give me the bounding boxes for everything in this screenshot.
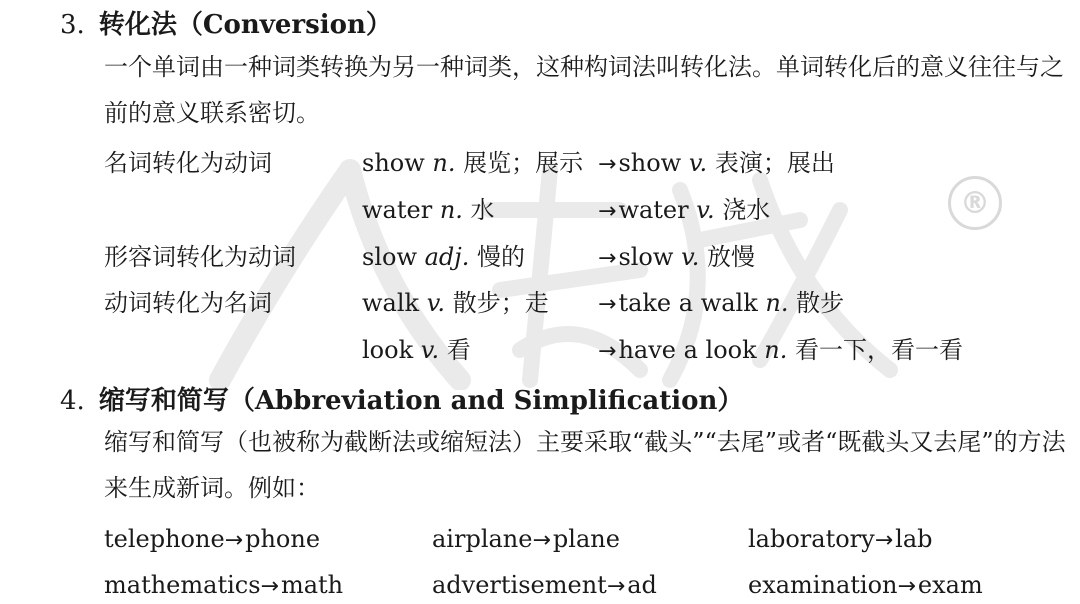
full-word: airplane (432, 525, 533, 553)
section-title: 缩写和简写（Abbreviation and Simplification） (98, 386, 744, 416)
source-meaning: 看 (446, 336, 471, 364)
target-pos: n. (765, 289, 789, 317)
abbreviation-example (748, 522, 933, 558)
target-word: slow (618, 243, 674, 271)
short-word: ad (627, 571, 657, 599)
conversion-category: 动词转化为名词 (104, 289, 272, 317)
abbreviation-example (432, 568, 657, 604)
source-word: water (362, 196, 433, 224)
source-meaning: 散步；走 (452, 289, 549, 317)
full-word: advertisement (432, 571, 607, 599)
section-4-heading (60, 380, 743, 417)
target-pos: v. (688, 149, 708, 177)
source-word-entry (362, 333, 471, 367)
target-word: show (618, 149, 682, 177)
target-word: have a look (618, 336, 757, 364)
right-arrow-icon: → (598, 246, 617, 271)
source-word: walk (362, 289, 420, 317)
abbreviation-example (104, 568, 343, 604)
full-word: telephone (104, 525, 225, 553)
target-meaning: 放慢 (707, 243, 756, 271)
source-word: slow (362, 243, 417, 271)
target-word-entry (598, 193, 770, 229)
registered-mark-icon: ® (948, 176, 1002, 230)
source-word-entry (362, 286, 549, 320)
target-meaning: 表演；展出 (714, 149, 835, 177)
source-word-entry (362, 240, 525, 274)
right-arrow-icon: → (598, 199, 617, 224)
section-number: 3. (60, 10, 85, 40)
target-pos: n. (764, 336, 788, 364)
source-word-entry (362, 146, 583, 180)
short-word: lab (895, 525, 933, 553)
target-pos: v. (696, 196, 715, 224)
section-title: 转化法（Conversion） (98, 10, 392, 40)
right-arrow-icon: → (606, 574, 626, 599)
right-arrow-icon: → (224, 528, 244, 553)
target-word-entry (598, 240, 755, 276)
source-meaning: 展览；展示 (463, 149, 584, 177)
section-4-paragraph: 缩写和简写（也被称为截断法或缩短法）主要采取“截头”“去尾”或者“既截头又去尾”的方法来生成新词。例如： (104, 428, 1066, 502)
right-arrow-icon: → (874, 528, 894, 553)
right-arrow-icon: → (598, 292, 617, 317)
short-word: phone (245, 525, 321, 553)
right-arrow-icon: → (532, 528, 551, 553)
target-word: water (618, 196, 689, 224)
full-word: mathematics (104, 571, 261, 599)
target-word-entry (598, 286, 844, 322)
conversion-category: 名词转化为动词 (104, 149, 272, 177)
target-word-entry (598, 333, 963, 369)
conversion-category: 形容词转化为动词 (104, 243, 296, 271)
short-word: math (280, 571, 344, 599)
target-meaning: 散步 (796, 289, 845, 317)
right-arrow-icon: → (598, 152, 617, 177)
abbreviation-example (104, 522, 320, 558)
source-pos: n. (432, 149, 456, 177)
source-meaning: 慢的 (477, 243, 526, 271)
source-pos: v. (420, 336, 440, 364)
target-meaning: 浇水 (722, 196, 771, 224)
right-arrow-icon: → (598, 339, 617, 364)
short-word: exam (917, 571, 983, 599)
full-word: laboratory (748, 525, 875, 553)
target-word-entry (598, 146, 835, 182)
target-meaning: 看一下，看一看 (795, 336, 964, 364)
section-3-paragraph: 一个单词由一种词类转换为另一种词类，这种构词法叫转化法。单词转化后的意义往往与之前的意义联系密切。 (104, 53, 1064, 127)
short-word: plane (552, 525, 620, 553)
section-3-heading (60, 4, 392, 41)
right-arrow-icon: → (897, 574, 916, 599)
source-pos: adj. (424, 243, 470, 271)
target-word: take a walk (618, 289, 758, 317)
right-arrow-icon: → (260, 574, 279, 599)
source-pos: n. (439, 196, 463, 224)
source-word: show (362, 149, 425, 177)
section-number: 4. (60, 386, 85, 416)
source-word-entry (362, 193, 495, 227)
abbreviation-example (748, 568, 983, 604)
full-word: examination (748, 571, 898, 599)
target-pos: v. (681, 243, 700, 271)
source-pos: v. (426, 289, 446, 317)
source-word: look (362, 336, 414, 364)
abbreviation-example (432, 522, 620, 558)
source-meaning: 水 (470, 196, 495, 224)
